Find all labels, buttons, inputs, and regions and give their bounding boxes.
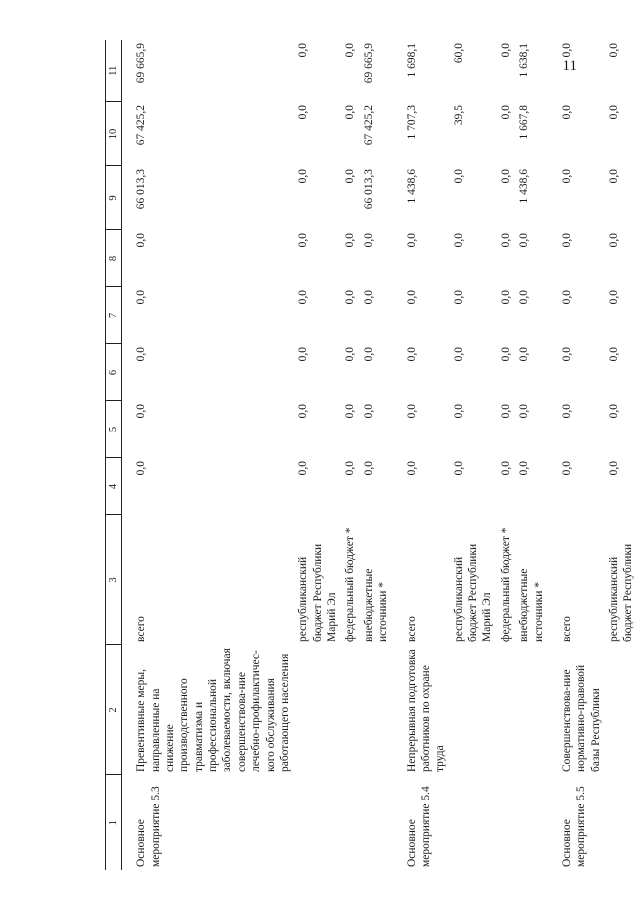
value-cell: 1 438,6 — [518, 169, 531, 204]
value-cell: 69 665,9 — [135, 43, 148, 84]
value-cell: 39,5 — [452, 105, 465, 126]
value-cell: 69 665,9 — [362, 43, 375, 84]
value-cell: 0,0 — [560, 105, 573, 120]
funding-source-cell: всего — [405, 616, 418, 642]
funding-source-cell: республиканский бюджет Республики Марий Эл — [297, 543, 338, 642]
funding-source-cell: федеральный бюджет * — [499, 527, 512, 642]
funding-source-cell: внебюджетные источники * — [362, 568, 390, 642]
value-cell: 1 667,8 — [518, 105, 531, 140]
value-cell: 0,0 — [344, 461, 357, 476]
value-cell: 0,0 — [362, 290, 375, 305]
value-cell: 0,0 — [608, 290, 620, 305]
funding-source-cell: республиканский бюджет Республики — [608, 543, 635, 642]
page-number: 11 — [562, 58, 577, 74]
value-cell: 0,0 — [608, 347, 620, 362]
table-row — [515, 40, 548, 870]
column-header-4: 4 — [106, 458, 122, 515]
funding-source-cell: всего — [560, 616, 573, 642]
value-cell: 0,0 — [608, 105, 620, 120]
value-cell: 0,0 — [362, 461, 375, 476]
description-cell — [515, 645, 548, 775]
value-cell: 0,0 — [560, 404, 573, 419]
value-cell: 0,0 — [344, 233, 357, 248]
value-cell: 0,0 — [362, 347, 375, 362]
column-header-1: 1 — [106, 775, 122, 870]
value-cell: 0,0 — [405, 233, 418, 248]
description-cell: Превентивные меры, направленные на снижение производственного травматизма и профессиональной заболеваемости, включая совершенствова-ние лечебно-профилактичес-кого обслуживания работающего населения — [135, 648, 291, 772]
column-header-9: 9 — [106, 166, 122, 230]
value-cell: 0,0 — [499, 169, 512, 184]
value-cell: 0,0 — [344, 105, 357, 120]
value-cell: 0,0 — [499, 347, 512, 362]
measure-cell: Основное мероприятие 5.4 — [405, 786, 432, 867]
value-cell: 0,0 — [608, 169, 620, 184]
table-row — [360, 40, 393, 870]
value-cell: 1 698,1 — [405, 43, 418, 78]
value-cell: 0,0 — [560, 290, 573, 305]
value-cell: 0,0 — [135, 290, 148, 305]
value-cell: 0,0 — [452, 233, 465, 248]
value-cell: 0,0 — [405, 404, 418, 419]
value-cell: 0,0 — [452, 347, 465, 362]
table-row — [605, 40, 638, 870]
value-cell: 0,0 — [499, 461, 512, 476]
column-header-3: 3 — [106, 515, 122, 645]
value-cell: 0,0 — [405, 290, 418, 305]
measure-cell — [450, 775, 497, 870]
value-cell: 0,0 — [452, 461, 465, 476]
value-cell: 0,0 — [560, 347, 573, 362]
value-cell: 0,0 — [297, 347, 310, 362]
value-cell: 67 425,2 — [135, 105, 148, 146]
description-cell — [450, 645, 497, 775]
value-cell: 1 707,3 — [405, 105, 418, 140]
value-cell: 0,0 — [499, 290, 512, 305]
value-cell: 0,0 — [297, 461, 310, 476]
table-row — [341, 40, 359, 870]
value-cell: 0,0 — [608, 43, 620, 58]
value-cell: 0,0 — [452, 290, 465, 305]
description-cell — [605, 645, 638, 775]
value-cell: 0,0 — [560, 461, 573, 476]
table-row — [497, 40, 515, 870]
column-header-2: 2 — [106, 645, 122, 775]
value-cell: 0,0 — [135, 404, 148, 419]
value-cell: 0,0 — [344, 169, 357, 184]
value-cell: 67 425,2 — [362, 105, 375, 146]
value-cell: 0,0 — [297, 169, 310, 184]
value-cell: 1 438,6 — [405, 169, 418, 204]
measure-cell — [605, 775, 638, 870]
description-cell: Совершенствова-ние нормативно-правовой базы Республики — [560, 664, 602, 772]
measure-cell: Основное мероприятие 5.3 — [135, 786, 162, 867]
value-cell: 0,0 — [518, 461, 531, 476]
value-cell: 0,0 — [297, 404, 310, 419]
funding-source-cell: республиканский бюджет Республики Марий Эл — [452, 543, 494, 642]
funding-source-cell: всего — [135, 616, 148, 642]
measure-cell — [515, 775, 548, 870]
value-cell: 0,0 — [405, 461, 418, 476]
table-row — [450, 40, 497, 870]
value-cell: 0,0 — [560, 43, 573, 58]
column-header-6: 6 — [106, 344, 122, 401]
measure-cell — [341, 775, 359, 870]
value-cell: 0,0 — [344, 290, 357, 305]
value-cell: 66 013,3 — [135, 169, 148, 210]
value-cell: 60,0 — [452, 43, 465, 64]
table-row — [393, 40, 450, 870]
value-cell: 0,0 — [499, 43, 512, 58]
value-cell: 0,0 — [452, 169, 465, 184]
column-header-8: 8 — [106, 230, 122, 287]
value-cell: 0,0 — [297, 233, 310, 248]
description-cell — [294, 645, 341, 775]
value-cell: 0,0 — [518, 404, 531, 419]
value-cell: 0,0 — [344, 43, 357, 58]
value-cell: 0,0 — [608, 404, 620, 419]
value-cell: 0,0 — [297, 43, 310, 58]
value-cell: 0,0 — [135, 347, 148, 362]
value-cell: 0,0 — [344, 347, 357, 362]
value-cell: 66 013,3 — [362, 169, 375, 210]
column-header-11: 11 — [106, 40, 122, 102]
measure-cell — [294, 775, 341, 870]
value-cell: 0,0 — [518, 347, 531, 362]
value-cell: 0,0 — [362, 404, 375, 419]
budget-table — [105, 40, 638, 870]
value-cell: 0,0 — [499, 404, 512, 419]
description-cell — [341, 645, 359, 775]
value-cell: 0,0 — [499, 233, 512, 248]
value-cell: 0,0 — [518, 233, 531, 248]
value-cell: 0,0 — [518, 290, 531, 305]
value-cell: 0,0 — [344, 404, 357, 419]
value-cell: 0,0 — [362, 233, 375, 248]
funding-source-cell: внебюджетные источники * — [518, 568, 545, 642]
value-cell: 0,0 — [560, 233, 573, 248]
value-cell: 0,0 — [608, 461, 620, 476]
measure-cell — [360, 775, 393, 870]
value-cell: 0,0 — [135, 461, 148, 476]
column-header-5: 5 — [106, 401, 122, 458]
table-row — [294, 40, 341, 870]
value-cell: 0,0 — [560, 169, 573, 184]
value-cell: 0,0 — [499, 105, 512, 120]
value-cell: 0,0 — [452, 404, 465, 419]
value-cell: 0,0 — [608, 233, 620, 248]
column-header-10: 10 — [106, 102, 122, 166]
description-cell: Непрерывная подготовка работников по охране труда — [405, 649, 447, 772]
value-cell: 0,0 — [405, 347, 418, 362]
value-cell: 0,0 — [297, 105, 310, 120]
value-cell: 0,0 — [297, 290, 310, 305]
measure-cell — [497, 775, 515, 870]
table-row — [548, 40, 605, 870]
funding-source-cell: федеральный бюджет * — [344, 527, 357, 642]
table-row — [122, 40, 295, 870]
measure-cell: Основное мероприятие 5.5 — [560, 786, 588, 867]
value-cell: 0,0 — [135, 233, 148, 248]
column-header-7: 7 — [106, 287, 122, 344]
description-cell — [497, 645, 515, 775]
header-row — [106, 40, 122, 870]
value-cell: 1 638,1 — [518, 43, 531, 78]
description-cell — [360, 645, 393, 775]
